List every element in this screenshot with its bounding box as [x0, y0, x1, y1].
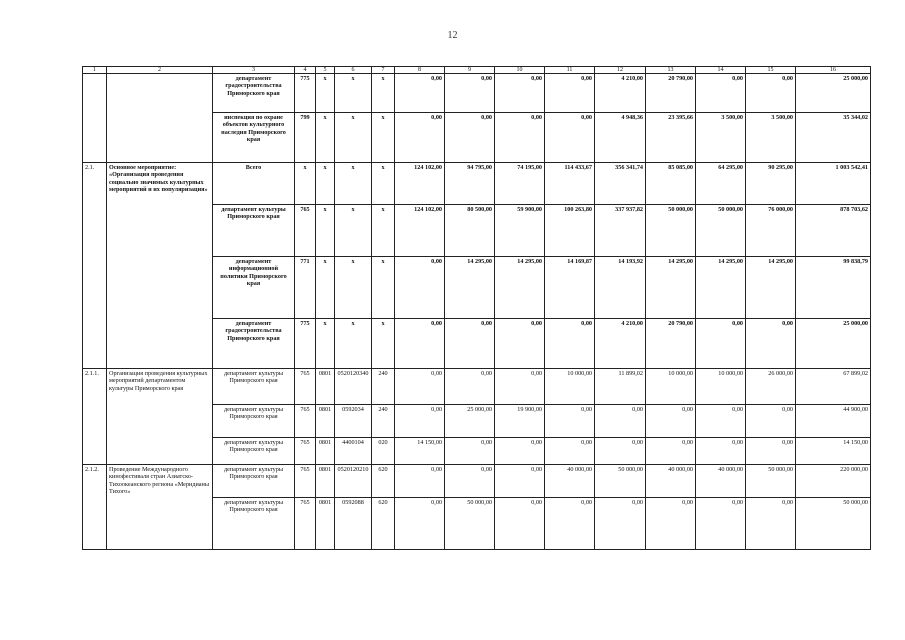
header-cell: 4 — [295, 67, 316, 74]
amount-cell: 0,00 — [395, 405, 445, 438]
amount-cell: 0,00 — [595, 438, 646, 465]
expense-type-code: 240 — [372, 405, 395, 438]
amount-cell: 0,00 — [445, 74, 495, 113]
responsible-department: департамент культуры Приморского края — [213, 405, 295, 438]
amount-cell: 50 000,00 — [746, 465, 796, 498]
amount-cell: 0,00 — [646, 438, 696, 465]
amount-cell: 0,00 — [495, 438, 545, 465]
header-cell: 12 — [595, 67, 646, 74]
target-article-code: 0592088 — [335, 498, 372, 550]
amount-cell: 124 102,00 — [395, 205, 445, 257]
header-row — [83, 67, 871, 74]
page-number: 12 — [447, 30, 458, 41]
amount-cell: 0,00 — [595, 405, 646, 438]
expense-type-code: x — [372, 163, 395, 205]
amount-cell: 99 838,79 — [796, 257, 871, 319]
grbs-code: x — [295, 163, 316, 205]
amount-cell: 0,00 — [445, 438, 495, 465]
amount-cell: 0,00 — [395, 113, 445, 163]
amount-cell: 94 795,00 — [445, 163, 495, 205]
amount-cell: 0,00 — [746, 405, 796, 438]
amount-cell: 14 150,00 — [796, 438, 871, 465]
responsible-department: департамент культуры Приморского края — [213, 369, 295, 405]
amount-cell: 0,00 — [545, 74, 595, 113]
target-article-code: x — [335, 74, 372, 113]
amount-cell: 0,00 — [545, 113, 595, 163]
amount-cell: 14 295,00 — [495, 257, 545, 319]
amount-cell: 11 899,02 — [595, 369, 646, 405]
amount-cell: 0,00 — [746, 438, 796, 465]
expense-type-code: 020 — [372, 438, 395, 465]
target-article-code: x — [335, 205, 372, 257]
amount-cell: 0,00 — [696, 74, 746, 113]
amount-cell: 80 500,00 — [445, 205, 495, 257]
amount-cell: 14 295,00 — [746, 257, 796, 319]
amount-cell: 0,00 — [746, 319, 796, 369]
target-article-code: 0520120340 — [335, 369, 372, 405]
header-cell: 13 — [646, 67, 696, 74]
amount-cell: 0,00 — [595, 498, 646, 550]
amount-cell: 35 344,02 — [796, 113, 871, 163]
amount-cell: 0,00 — [696, 405, 746, 438]
row-code: 2.1.2. — [83, 465, 107, 550]
responsible-department: инспекция по охране объектов культурного наследия Приморского края — [213, 113, 295, 163]
expense-type-code: x — [372, 74, 395, 113]
amount-cell: 14 295,00 — [445, 257, 495, 319]
amount-cell: 220 000,00 — [796, 465, 871, 498]
amount-cell: 25 000,00 — [796, 319, 871, 369]
grbs-code: 775 — [295, 74, 316, 113]
responsible-department: департамент информационной политики Приморского края — [213, 257, 295, 319]
target-article-code: x — [335, 163, 372, 205]
header-cell: 14 — [696, 67, 746, 74]
amount-cell: 4 210,00 — [595, 319, 646, 369]
responsible-department: департамент культуры Приморского края — [213, 498, 295, 550]
amount-cell: 0,00 — [445, 465, 495, 498]
expense-type-code: 240 — [372, 369, 395, 405]
amount-cell: 0,00 — [696, 498, 746, 550]
amount-cell: 14 193,92 — [595, 257, 646, 319]
grbs-code: 799 — [295, 113, 316, 163]
header-cell: 10 — [495, 67, 545, 74]
responsible-department: департамент культуры Приморского края — [213, 465, 295, 498]
amount-cell: 10 000,00 — [545, 369, 595, 405]
amount-cell: 0,00 — [445, 113, 495, 163]
row-code — [83, 74, 107, 163]
amount-cell: 10 000,00 — [696, 369, 746, 405]
expense-type-code: 620 — [372, 498, 395, 550]
table-body — [83, 67, 871, 550]
target-article-code: x — [335, 257, 372, 319]
amount-cell: 0,00 — [495, 74, 545, 113]
section-code: x — [316, 163, 335, 205]
amount-cell: 0,00 — [395, 319, 445, 369]
amount-cell: 50 000,00 — [595, 465, 646, 498]
amount-cell: 25 000,00 — [796, 74, 871, 113]
target-article-code: 4400104 — [335, 438, 372, 465]
amount-cell: 50 000,00 — [445, 498, 495, 550]
amount-cell: 356 341,74 — [595, 163, 646, 205]
amount-cell: 1 003 542,41 — [796, 163, 871, 205]
amount-cell: 10 000,00 — [646, 369, 696, 405]
responsible-department: Всего — [213, 163, 295, 205]
amount-cell: 0,00 — [545, 405, 595, 438]
amount-cell: 124 102,00 — [395, 163, 445, 205]
section-code: x — [316, 319, 335, 369]
amount-cell: 0,00 — [545, 498, 595, 550]
amount-cell: 67 899,02 — [796, 369, 871, 405]
section-code: x — [316, 113, 335, 163]
grbs-code: 765 — [295, 498, 316, 550]
amount-cell: 337 937,82 — [595, 205, 646, 257]
activity-name — [107, 74, 213, 163]
amount-cell: 0,00 — [445, 369, 495, 405]
header-cell: 3 — [213, 67, 295, 74]
amount-cell: 50 000,00 — [646, 205, 696, 257]
amount-cell: 878 703,62 — [796, 205, 871, 257]
amount-cell: 0,00 — [395, 257, 445, 319]
row-code: 2.1. — [83, 163, 107, 369]
amount-cell: 40 000,00 — [696, 465, 746, 498]
budget-table — [82, 66, 871, 550]
target-article-code: x — [335, 319, 372, 369]
amount-cell: 0,00 — [495, 369, 545, 405]
amount-cell: 0,00 — [495, 465, 545, 498]
target-article-code: x — [335, 113, 372, 163]
row-code: 2.1.1. — [83, 369, 107, 465]
grbs-code: 765 — [295, 405, 316, 438]
responsible-department: департамент градостроительства Приморского края — [213, 74, 295, 113]
header-cell: 16 — [796, 67, 871, 74]
amount-cell: 0,00 — [395, 465, 445, 498]
table-row — [83, 74, 871, 113]
amount-cell: 44 900,00 — [796, 405, 871, 438]
header-cell: 6 — [335, 67, 372, 74]
amount-cell: 74 195,00 — [495, 163, 545, 205]
responsible-department: департамент культуры Приморского края — [213, 438, 295, 465]
amount-cell: 0,00 — [696, 319, 746, 369]
grbs-code: 775 — [295, 319, 316, 369]
responsible-department: департамент культуры Приморского края — [213, 205, 295, 257]
amount-cell: 0,00 — [495, 319, 545, 369]
amount-cell: 40 000,00 — [545, 465, 595, 498]
responsible-department: департамент градостроительства Приморского края — [213, 319, 295, 369]
section-code: 0801 — [316, 438, 335, 465]
table-row — [83, 465, 871, 498]
header-cell: 7 — [372, 67, 395, 74]
amount-cell: 0,00 — [746, 498, 796, 550]
amount-cell: 0,00 — [746, 74, 796, 113]
target-article-code: 0592034 — [335, 405, 372, 438]
amount-cell: 0,00 — [395, 498, 445, 550]
amount-cell: 0,00 — [445, 319, 495, 369]
amount-cell: 23 395,66 — [646, 113, 696, 163]
amount-cell: 76 000,00 — [746, 205, 796, 257]
table-row — [83, 369, 871, 405]
amount-cell: 40 000,00 — [646, 465, 696, 498]
header-cell: 8 — [395, 67, 445, 74]
activity-name: Организация проведения культурных мероприятий департаментом культуры Приморского края — [107, 369, 213, 465]
expense-type-code: x — [372, 319, 395, 369]
section-code: 0801 — [316, 465, 335, 498]
activity-name: Основное мероприятие: «Организация проведения социально значимых культурных мероприятий и их популяризация» — [107, 163, 213, 369]
amount-cell: 0,00 — [545, 438, 595, 465]
amount-cell: 100 263,80 — [545, 205, 595, 257]
amount-cell: 3 500,00 — [746, 113, 796, 163]
amount-cell: 25 000,00 — [445, 405, 495, 438]
header-cell: 15 — [746, 67, 796, 74]
amount-cell: 0,00 — [495, 498, 545, 550]
amount-cell: 3 500,00 — [696, 113, 746, 163]
amount-cell: 14 169,87 — [545, 257, 595, 319]
grbs-code: 765 — [295, 205, 316, 257]
activity-name: Проведение Международного кинофестиваля стран Азиатско- Тихоокеанского региона «Меридианы Тихого» — [107, 465, 213, 550]
amount-cell: 26 000,00 — [746, 369, 796, 405]
section-code: x — [316, 205, 335, 257]
amount-cell: 59 900,00 — [495, 205, 545, 257]
expense-type-code: x — [372, 113, 395, 163]
expense-type-code: 620 — [372, 465, 395, 498]
amount-cell: 0,00 — [545, 319, 595, 369]
header-cell: 2 — [107, 67, 213, 74]
amount-cell: 50 000,00 — [796, 498, 871, 550]
amount-cell: 114 433,67 — [545, 163, 595, 205]
header-cell: 9 — [445, 67, 495, 74]
amount-cell: 20 790,00 — [646, 319, 696, 369]
amount-cell: 14 150,00 — [395, 438, 445, 465]
amount-cell: 0,00 — [646, 498, 696, 550]
grbs-code: 765 — [295, 369, 316, 405]
section-code: x — [316, 74, 335, 113]
target-article-code: 0520120210 — [335, 465, 372, 498]
grbs-code: 765 — [295, 438, 316, 465]
amount-cell: 4 948,36 — [595, 113, 646, 163]
amount-cell: 0,00 — [696, 438, 746, 465]
header-cell: 1 — [83, 67, 107, 74]
amount-cell: 14 295,00 — [696, 257, 746, 319]
header-cell: 5 — [316, 67, 335, 74]
section-code: 0801 — [316, 498, 335, 550]
amount-cell: 14 295,00 — [646, 257, 696, 319]
amount-cell: 85 085,00 — [646, 163, 696, 205]
amount-cell: 0,00 — [395, 369, 445, 405]
expense-type-code: x — [372, 205, 395, 257]
amount-cell: 19 900,00 — [495, 405, 545, 438]
amount-cell: 0,00 — [646, 405, 696, 438]
amount-cell: 90 295,00 — [746, 163, 796, 205]
amount-cell: 64 295,00 — [696, 163, 746, 205]
section-code: 0801 — [316, 405, 335, 438]
amount-cell: 0,00 — [395, 74, 445, 113]
amount-cell: 50 000,00 — [696, 205, 746, 257]
amount-cell: 20 790,00 — [646, 74, 696, 113]
grbs-code: 771 — [295, 257, 316, 319]
expense-type-code: x — [372, 257, 395, 319]
grbs-code: 765 — [295, 465, 316, 498]
table-row — [83, 163, 871, 205]
amount-cell: 4 210,00 — [595, 74, 646, 113]
section-code: 0801 — [316, 369, 335, 405]
amount-cell: 0,00 — [495, 113, 545, 163]
section-code: x — [316, 257, 335, 319]
header-cell: 11 — [545, 67, 595, 74]
